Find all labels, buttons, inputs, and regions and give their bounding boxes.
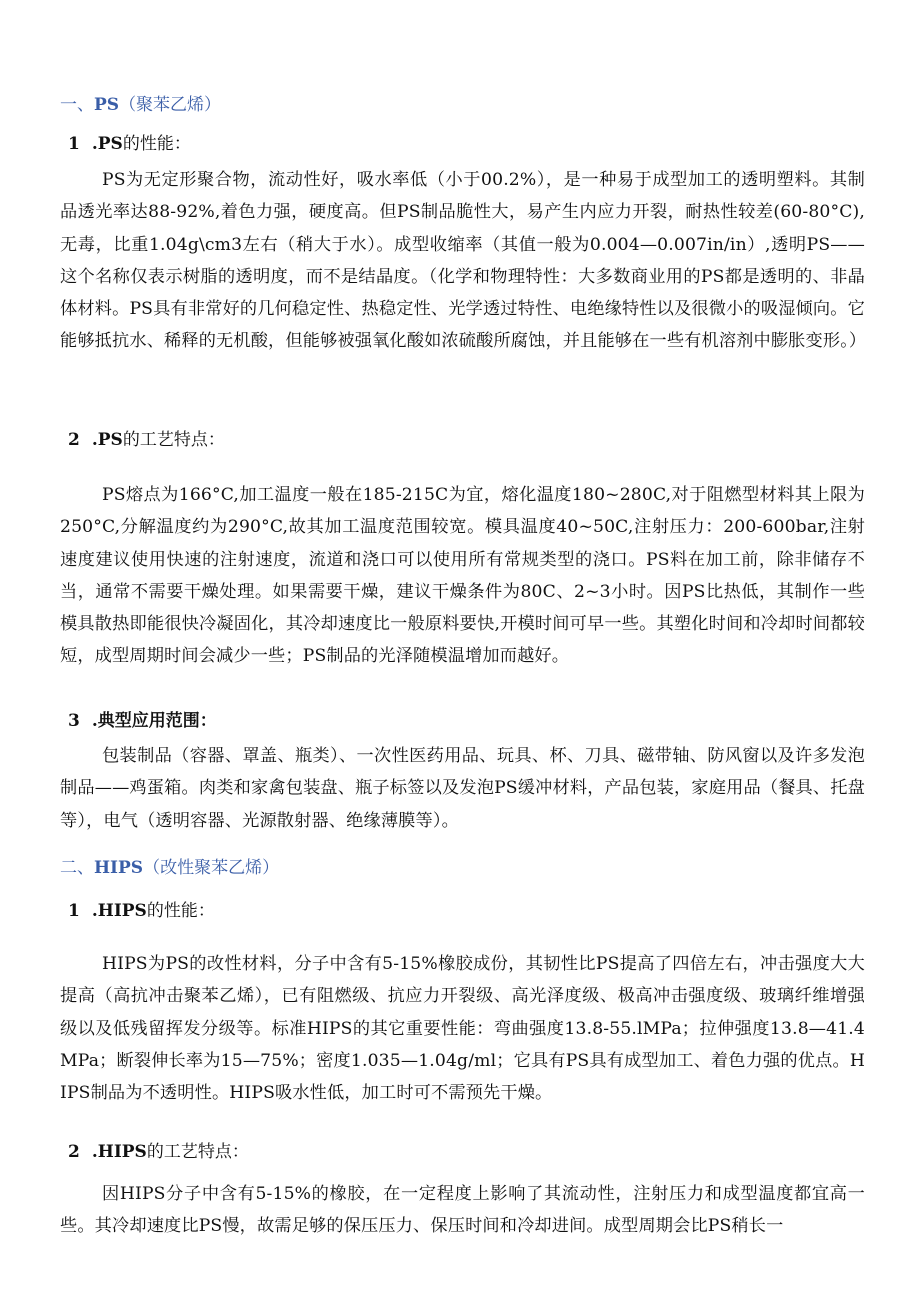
subsection-number: 1 [68,901,80,921]
subsection-title: 的工艺特点： [122,430,225,450]
subsection-heading-ps-process [60,429,865,451]
subsection-title: 的工艺特点： [146,1142,249,1162]
subsection-abbr: .HIPS [91,901,147,921]
subsection-heading-ps-applications [60,710,865,732]
paragraph-ps-properties: PS为无定形聚合物，流动性好，吸水率低（小于00.2%），是一种易于成型加工的透明塑料。其制品透光率达88-92%,着色力强，硬度高。但PS制品脆性大，易产生内应力开裂，耐热性较差(60-80°C),无毒，比重1.04g\cm3左右（稍大于水）。成型收缩率（其值一般为0.004—0.007in/in）,透明PS——这个名称仅表示树脂的透明度，而不是结晶度。（化学和物理特性：大多数商业用的PS都是透明的、非晶体材料。PS具有非常好的几何稳定性、热稳定性、光学透过特性、电绝缘特性以及很微小的吸湿倾向。它能够抵抗水、稀释的无机酸，但能够被强氧化酸如浓硫酸所腐蚀，并且能够在一些有机溶剂中膨胀变形。） [60,170,867,352]
subsection-number: 2 [68,430,80,450]
subsection-title: 典型应用范围： [97,711,217,731]
subsection-title: 的性能： [146,901,215,921]
paragraph-ps-process: PS熔点为166°C,加工温度一般在185-215C为宜，熔化温度180~280C,对于阻燃型材料其上限为250°C,分解温度约为290°C,故其加工温度范围较宽。模具温度40~50C,注射压力：200-600bar,注射速度建议使用快速的注射速度，流道和浇口可以使用所有常规类型的浇口。PS料在加工前，除非储存不当，通常不需要干燥处理。如果需要干燥，建议干燥条件为80C、2~3小时。因PS比热低，其制作一些模具散热即能很快冷凝固化，其冷却速度比一般原料要快,开模时间可早一些。其塑化时间和冷却时间都较短，成型周期时间会减少一些；PS制品的光泽随模温增加而越好。 [60,485,865,667]
subsection-abbr: .HIPS [91,1142,147,1162]
subsection-number: 1 [68,134,80,154]
section-name: （改性聚苯乙烯） [143,858,280,878]
subsection-abbr: .PS [91,430,123,450]
section-prefix: 一、 [60,95,94,115]
section-heading-ps [60,94,865,116]
subsection-abbr: . [91,711,98,731]
subsection-heading-ps-properties [60,133,865,155]
subsection-number: 2 [68,1142,80,1162]
paragraph-ps-applications: 包装制品（容器、罩盖、瓶类）、一次性医药用品、玩具、杯、刀具、磁带轴、防风窗以及许多发泡制品——鸡蛋箱。肉类和家禽包装盘、瓶子标签以及发泡PS缓冲材料，产品包装，家庭用品（餐具、托盘等），电气（透明容器、光源散射器、绝缘薄膜等）。 [60,746,865,831]
section-abbr: HIPS [94,858,144,878]
section-prefix: 二、 [60,858,94,878]
paragraph-hips-properties: HIPS为PS的改性材料，分子中含有5-15%橡胶成份，其韧性比PS提高了四倍左右，冲击强度大大提高（高抗冲击聚苯乙烯），已有阻燃级、抗应力开裂级、高光泽度级、极高冲击强度级、玻璃纤维增强级以及低残留挥发分级等。标准HIPS的其它重要性能：弯曲强度13.8-55.lMPa；拉伸强度13.8—41.4MPa；断裂伸长率为15—75%；密度1.035—1.04g/ml；它具有PS具有成型加工、着色力强的优点。HIPS制品为不透明性。HIPS吸水性低，加工时可不需预先干燥。 [60,954,865,1104]
section-name: （聚苯乙烯） [119,95,222,115]
paragraph-hips-process: 因HIPS分子中含有5-15%的橡胶，在一定程度上影响了其流动性，注射压力和成型温度都宜高一些。其冷却速度比PS慢，故需足够的保压压力、保压时间和冷却进间。成型周期会比PS稍长一 [60,1184,865,1237]
section-abbr: PS [94,95,120,115]
subsection-abbr: .PS [91,134,123,154]
subsection-heading-hips-properties [60,900,865,922]
subsection-heading-hips-process [60,1141,865,1163]
subsection-number: 3 [68,711,80,731]
subsection-title: 的性能： [122,134,191,154]
section-heading-hips [60,857,865,879]
